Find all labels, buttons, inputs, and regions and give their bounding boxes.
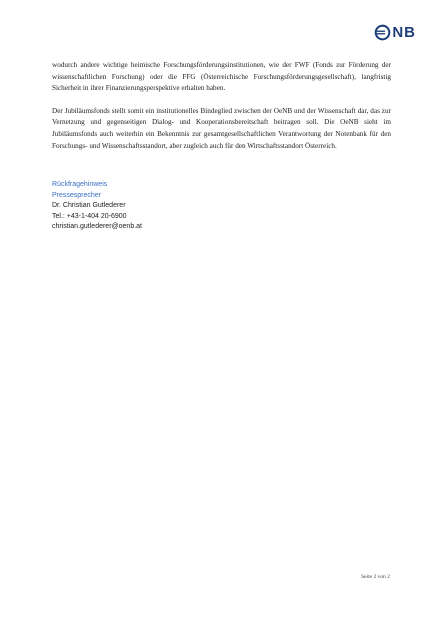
- contact-role: Pressesprecher: [52, 191, 102, 199]
- paragraph-1: wodurch andere wichtige heimische Forschungsförderungsinstitutionen, wie der FWF (Fonds zur Förderung der wissenschaftlichen Forschung) oder die FFG (Österreichische Forschungsförderungsgesellschaft), langfristig Sicherheit in ihrer Finanzierungsperspektive erhalten haben.: [52, 61, 391, 93]
- logo-text: NB: [392, 24, 416, 41]
- contact-phone: Tel.: +43-1-404 20-6900: [52, 212, 127, 220]
- document-body: [52, 60, 391, 233]
- contact-email[interactable]: christian.gutlederer@oenb.at: [52, 223, 142, 231]
- contact-name: Dr. Christian Gutlederer: [52, 202, 126, 210]
- contact-block: [52, 180, 391, 233]
- page-number: Seite 2 von 2: [361, 574, 390, 580]
- euro-o-icon: [374, 24, 391, 41]
- contact-heading: Rückfragehinweis: [52, 181, 108, 189]
- paragraph-2: Der Jubiläumsfonds stellt somit ein institutionelles Bindeglied zwischen der OeNB und der Wissenschaft dar, das zur Vernetzung und gegenseitigen Dialog- und Kooperationsbereitschaft beitragen soll. Die OeNB sieht im Jubiläumsfonds auch weiterhin ein Bekenntnis zur gesamtgesellschaftlichen Verantwortung der Notenbank für den Forschungs- und Wissenschaftsstandort, aber zugleich auch für den Wirtschaftsstandort Österreich.: [52, 106, 391, 150]
- oenb-logo: [374, 24, 416, 41]
